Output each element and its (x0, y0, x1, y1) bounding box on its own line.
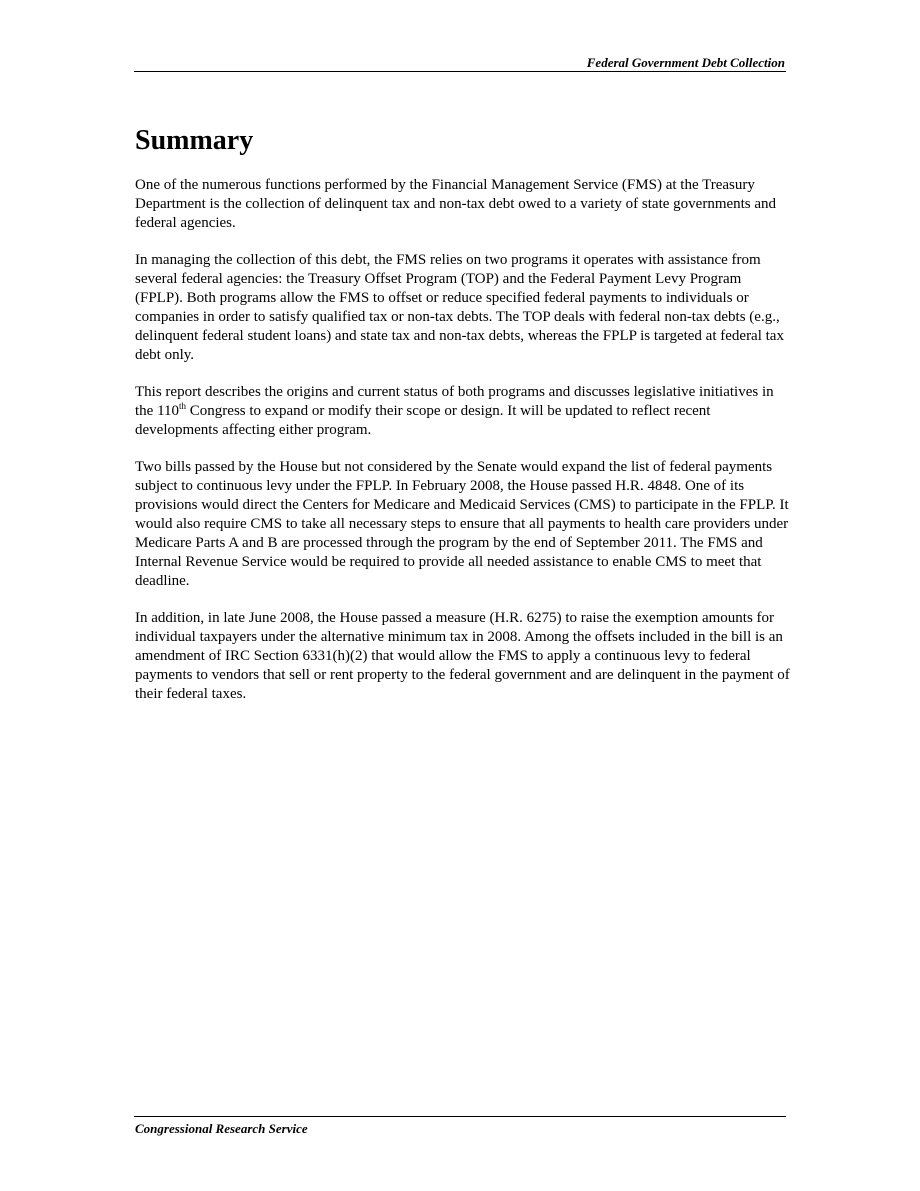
summary-paragraph-3 (135, 383, 790, 440)
summary-paragraph-1: One of the numerous functions performed by the Financial Management Service (FMS) at the Treasury Department is the collection of delinquent tax and non-tax debt owed to a variety of state governments and federal agencies. (135, 177, 777, 231)
paragraph-3-text-after: Congress to expand or modify their scope or design. It will be updated to reflect recent developments affecting either program. (135, 403, 711, 438)
summary-paragraph-4: Two bills passed by the House but not considered by the Senate would expand the list of federal payments subject to continuous levy under the FPLP. In February 2008, the House passed H.R. 4848. One of its provisions would direct the Centers for Medicare and Medicaid Services (CMS) to participate in the FPLP. It would also require CMS to take all necessary steps to ensure that all payments to health care providers under Medicare Parts A and B are processed through the program by the end of September 2011. The FMS and Internal Revenue Service would be required to provide all needed assistance to enable CMS to meet that deadline. (135, 459, 789, 589)
summary-body (135, 176, 790, 722)
ordinal-superscript: th (179, 401, 187, 411)
paragraph-3-text-before: This report describes the origins and current status of both programs and discusses legislative initiatives in the 110 (135, 384, 774, 419)
running-footer-publisher: Congressional Research Service (135, 1121, 308, 1136)
running-header (134, 55, 786, 72)
running-header-title: Federal Government Debt Collection (586, 55, 785, 70)
running-footer (134, 1116, 786, 1136)
page-title: Summary (135, 125, 254, 156)
summary-paragraph-5: In addition, in late June 2008, the House passed a measure (H.R. 6275) to raise the exemption amounts for individual taxpayers under the alternative minimum tax in 2008. Among the offsets included in the bill is an amendment of IRC Section 6331(h)(2) that would allow the FMS to apply a continuous levy to federal payments to vendors that sell or rent property to the federal government and are delinquent in the payment of their federal taxes. (135, 610, 790, 702)
summary-paragraph-2: In managing the collection of this debt, the FMS relies on two programs it operates with assistance from several federal agencies: the Treasury Offset Program (TOP) and the Federal Payment Levy Program (FPLP). Both programs allow the FMS to offset or reduce specified federal payments to individuals or companies in order to satisfy qualified tax or non-tax debts. The TOP deals with federal non-tax debts (e.g., delinquent federal student loans) and state tax and non-tax debts, whereas the FPLP is targeted at federal tax debt only. (135, 252, 784, 363)
